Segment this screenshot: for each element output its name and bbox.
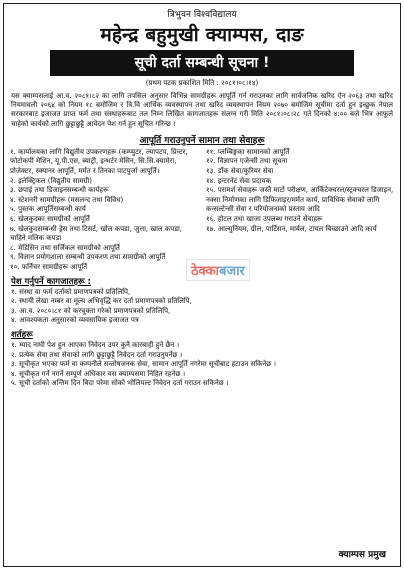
- supplies-left-list: [10, 148, 202, 273]
- watermark-part-2: बजार: [219, 264, 245, 279]
- list-item: ३. छपाई तथा डिजाइनसम्बन्धी कार्यहरू: [10, 186, 109, 195]
- watermark-logo: [186, 259, 250, 281]
- signature-campus-chief: क्याम्पस प्रमुख: [338, 550, 386, 560]
- list-item: ५. सूची दर्ताको अन्तिम दिन बिदा परेमा सोको भोलिपल्ट निवेदन दर्ता गराउन सकिनेछ ।: [11, 379, 229, 388]
- list-item: ४. सूचीकृत गर्ने नगर्ने सम्पूर्ण अधिकार यस क्याम्पसमा निहित रहनेछ ।: [11, 369, 186, 378]
- documents-section-title: पेश गर्नुपर्ने कागजातहरू :: [11, 276, 91, 287]
- notice-page: [3, 3, 401, 567]
- list-item: १३. डाँक सेवा/कुरियर सेवा: [206, 167, 274, 175]
- list-item: १०. फर्निचर सामग्रीहरू आपूर्ति: [10, 262, 88, 271]
- list-item: १. म्याद नाघी पेश हुन आएका निवेदन उपर कुनै कारबाही हुने छैन ।: [11, 340, 180, 349]
- supplies-section-title: आपूर्ति गराउनुपर्ने सामान तथा सेवाहरू: [139, 135, 265, 146]
- list-item: १५. परामर्श सेवाहरू जस्तै माटो परीक्षण, आर्किटेक्चरल/स्ट्रक्चरल डिजाइन, नक्सा निर्माणका लागि डिफिजाइर/मर्मत कार्य, प्राविधिक सेवाको लागि कन्सल्टेन्सी सेवा र परियोजनाको प्रस्ताव आदि: [206, 186, 394, 214]
- list-item: ५. पुस्तक आपूर्तिसम्बन्धी कार्य: [10, 205, 86, 214]
- list-item: १६. होटल तथा खाजा उपलब्ध गराउने सेवाहरू: [206, 214, 323, 223]
- notice-title-banner: सूची दर्ता सम्बन्धी सूचना !: [50, 50, 354, 76]
- list-item: १७. आल्मुनियम, ग्रील, पार्टिसन, मार्बल, टायल बिच्छाउने आदि कार्य: [206, 224, 377, 233]
- list-item: ९. विज्ञान प्रयोगशाला सम्बन्धी उपकरण तथा सामग्रीको आपूर्ति: [10, 253, 166, 262]
- publication-date: (प्रथम पटक प्रकाशित मिति : २०८१।०८।१४): [145, 79, 259, 87]
- list-item: ४. स्टेशनरी सामग्रीहरू (मसलन्द तथा विविध): [10, 195, 124, 204]
- watermark-part-1: ठेक्का: [191, 264, 219, 279]
- list-item: १. संस्था वा फर्म दर्ताको प्रमाणपत्रको प्रतिलिपि,: [11, 287, 131, 296]
- conditions-list: [4, 340, 400, 389]
- supplies-right-list: [202, 148, 394, 273]
- list-item: १२. विज्ञापन एजेन्सी तथा सूचना: [206, 157, 288, 166]
- list-item: २. स्थायी लेखा नम्बर वा मूल्य अभिवृद्धि कर दर्ता प्रमाणपत्रको प्रतिलिपि,: [11, 297, 192, 306]
- list-item: २. प्रत्येक सेवा तथा सेवाको लागि छुट्टाछुट्टै निवेदन दर्ता गराउनुपर्नेछ ।: [11, 350, 183, 359]
- list-item: ३. सूचीकृत भएका फर्म वा कम्पनीले सन्तोषजनक सेवा, सामान आपूर्ति नगरेमा सूचीबाट हटाउन सकिनेछ ।: [11, 360, 277, 369]
- list-item: २. इलेक्ट्रिकल (विद्युतीय सामग्री): [10, 176, 92, 185]
- documents-list: [4, 287, 400, 326]
- supplies-columns: [4, 146, 400, 273]
- university-name: त्रिभुवन विश्वविद्यालय: [167, 10, 237, 20]
- list-item: ६. खेलकुदका सामग्रीको आपूर्ति: [10, 214, 90, 223]
- intro-paragraph: यस क्याम्पसलाई आ.व. २०८१।८२ का लागि तपसिल अनुसार विभिन्न सामग्रीहरू आपूर्ति गर्न गराउनका लागि सार्वजनिक खरिद ऐन २०६३ तथा खरिद नियमावली २०६४ को नियम १८ बमोजिम र त्रि.वि आर्थिक व्यवस्थापन तथा खरिद व्यवस्थापन नियम २०७० बमोजिम सूचीमा दर्ता हुन इच्छुक नेपाल सरकारबाट इजाजत प्राप्त फर्म तथा संस्थाहरूबाट तल निम्न लिखित कागजातहरू संलग्न गरी मिति २०८१।०८।२८ गते दिनको ४:०० बजे भित्र आफूले चाहेको कार्यको लागि छुट्टाछुट्टै आवेदन पेश गर्न हुन सूचित गरिन्छ ।: [11, 92, 393, 128]
- list-item: ७. खेलकुदसम्बन्धी ड्रेस तथा टिसर्ट, खोल कपडा, जुत्ता, खाल कपडा, चाहिने मलिक कपडा: [10, 224, 183, 243]
- list-item: १४. इन्टरनेट सेवा प्रदायक: [206, 176, 272, 185]
- list-item: ८. मेडिसिन तथा सर्जिकल सामग्रीको आपूर्ति: [10, 243, 120, 252]
- watermark-text: [186, 259, 250, 281]
- list-item: ११. प्लम्बिङ्गका सामानको आपूर्ति: [206, 147, 290, 156]
- list-item: ३. आ.व. २०८०।८१ को करचुक्ता गरेको प्रमाणपत्रको प्रतिलिपि,: [11, 306, 171, 315]
- list-item: ४. आवश्यकता अनुसारको व्यवसायिक इजाजत पत्र: [11, 316, 139, 325]
- list-item: १. कार्यालयका लागि विद्युतीय उपकरणहरू (कम्प्युटर, ल्यापटप, प्रिन्टर, फोटोकपी मेशिन, यू.पी.एस, ब्याट्री, इन्भर्टर मेसिन, सि.सि.क्यामेरा, प्रोजेक्टर, स्क्यानर आपूर्ति, मर्मत र तिनका पाटपुर्जा आपूर्ति।: [10, 147, 188, 175]
- conditions-section-title: शर्तहरू: [11, 329, 33, 340]
- campus-name: महेन्द्र बहुमुखी क्याम्पस, दाङ: [100, 24, 304, 46]
